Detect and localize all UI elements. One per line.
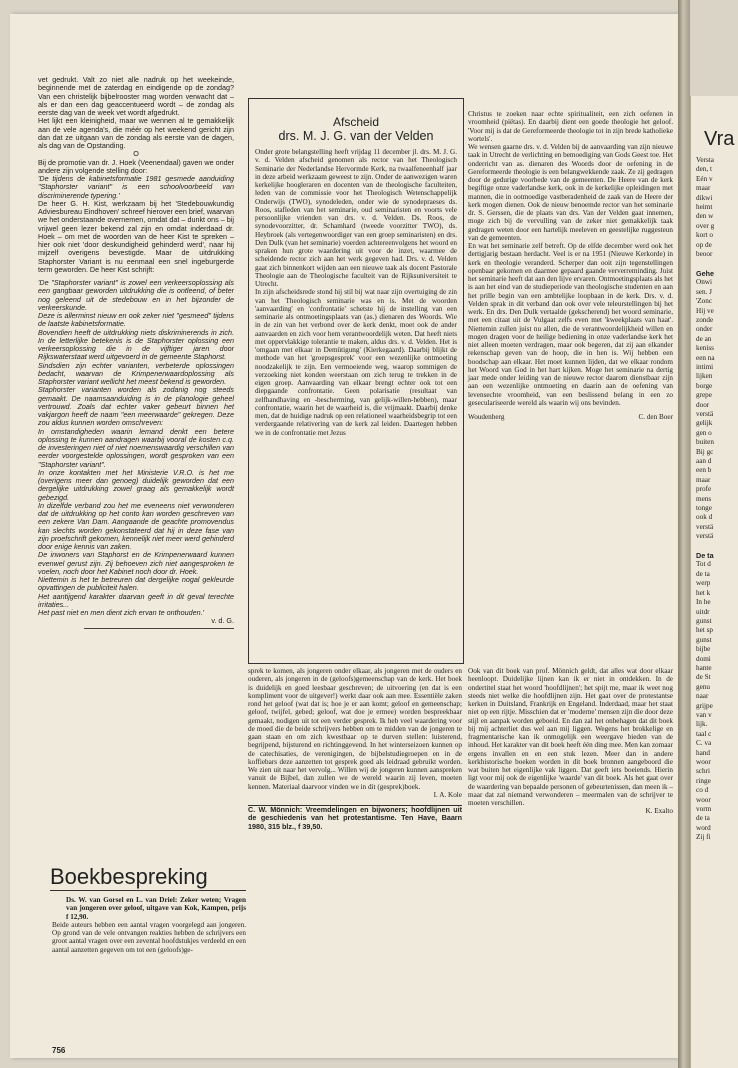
edge-line: In he	[696, 598, 711, 607]
edge-line: verstä	[696, 409, 714, 418]
edge-line: Versta	[696, 156, 714, 164]
paragraph: Ook van dit boek van prof. Mönnich geldt, dat alles wat door elkaar heenloopt. Duidelijke lijnen kan ik er niet in ontdekken. In de ondertitel staat het woord 'hoofdlijnen'; het spijt me, maar ik weet nog steeds niet welke die hoofdlijnen zijn. Het gaat over de protestantse kerken in Duitsland, Frankrijk en Engeland. Inderdaad, maar het staat niet op een rijtje. Misschien dat er 'moderne' mensen zijn die door deze stijl en aanpak worden geboeid. En dan zal het onbehagen dat dit boek bij mij achterliet dus wel aan mij liggen. Wegens het brokkelige en fragmentarische kan ik onmogelijk een weergave bieden van de inhoud. Het karakter van dit boek heeft één ding mee. Men kan zomaar ergens invallen en en een stuk lezen. Meer dan in andere kerkhistorische boeken worden in dit boek bronnen aangeboord die wat buiten het eigenlijke vak liggen. Dat geeft iets boeiends. Hierin ligt voor mij ook de eigenlijke 'waarde' van dit boek. Als het gaat over de waardering van bepaalde personen of gebeurtenissen, dan meen ik – maar dat zal niemand verwonderen – meermalen van de schrijver te moeten verschillen.	[468, 667, 673, 807]
edge-line: onder	[696, 325, 713, 334]
edge-gap	[696, 259, 715, 268]
quote-paragraph: Sindsdien zijn echter varianten, verbeterde oplossingen bedacht, waarvan de Krimpenerwaardoplossing als Staphorster variant wellicht het meest bekend is geworden.	[38, 360, 234, 386]
page-gutter	[678, 0, 690, 1068]
edge-line: woor	[696, 795, 711, 804]
edge-line: aan d	[696, 457, 712, 465]
edge-line: naar	[696, 692, 709, 701]
edge-line: de an	[696, 334, 712, 343]
paragraph: sprek te komen, als jongeren onder elkaar, als jongeren met de ouders en ouderen, als jongeren in de (geloofs)gemeenschap van de kerk. Het boek is duidelijk en goed leesbaar geschreven; de uitvoering (en dat is een kompliment voor de uitgever!) werkt daar ook aan mee. Essentiële zaken rond het geloof (wat dat is; hoe je er aan komt; geloof en gemeenschap; geloof, twijfel, gebed; geloof, wat doe je ermee) worden bespreekbaar gemaakt, nodigen uit tot een verder gesprek. Ik heb veel waardering voor de moed die de beide schrijvers hebben om te midden van de jongeren te gaan staan en om zich kwestbaar op te durven stellen: luisterend, begrijpend, bijsturend en richtinggevend. In het winterseizoen kunnen op de catechisaties, de verenigingen, de bijbelstudiegroepen en in de koffiebars deze aanzetten tot gesprek goed als leidraad gebruikt worden. We zien uit naar het vervolg... Willen wij de jongeren kunnen aanspreken vanuit de Bijbel, dan zullen we de wereld waarin zij leven, moeten kennen. Materiaal daarvoor vinden we in dit (gesprek)boek.	[248, 667, 462, 791]
edge-line: domi	[696, 654, 711, 663]
signature: C. den Boer	[638, 413, 673, 421]
edge-line: den w	[696, 212, 714, 221]
signature: I. A. Kole	[433, 790, 462, 799]
section-divider: O	[133, 149, 139, 159]
edge-line: de St	[696, 673, 711, 682]
edge-line: Onwi	[696, 278, 712, 287]
edge-line: genu	[696, 682, 710, 691]
quote-paragraph: De inwoners van Staphorst en de Krimpenerwaard kunnen evenwel gerust zijn. Zij behoeven zich niet aangesproken te voelen, noch door het Kabinet noch door dr. Hoek.	[38, 550, 234, 576]
edge-line: dikwi	[696, 193, 713, 202]
edge-line: lijken	[696, 372, 713, 381]
edge-line: mens	[696, 494, 712, 503]
quote-paragraph: In omstandigheden waarin lemand denkt een betere oplossing te kunnen aandragen waarbij vooral de kosten c.q. de investeringen niet of niet noemenswaardig verschillen van eerder voorgestelde oplossingen, wordt gesproken van een "Staphorster variant".	[38, 426, 234, 469]
edge-line: Zij fi	[696, 833, 711, 842]
edge-line: den, t	[696, 165, 712, 174]
paragraph: Bij de promotie van dr. J. Hoek (Veenendaal) gaven we onder andere zijn volgende stelling door:	[38, 157, 234, 175]
edge-subheading: Gehe	[696, 268, 714, 278]
edge-line: keniss	[696, 344, 714, 353]
quote-paragraph: Bovendien heeft de uitdrukking niets diskriminerends in zich. In de letterlijke betekenis is de Staphorster oplossing een verkeersoplossing die in de vijftiger jaren door Rijkswaterstaat werd uitgevoerd in de gemeente Staphorst.	[38, 327, 234, 362]
edge-line: Bij gc	[696, 447, 714, 456]
edge-line: beoor	[696, 250, 713, 259]
page-number: 756	[52, 1046, 66, 1055]
edge-line: lijk.	[696, 720, 708, 729]
signature: v. d. G.	[211, 616, 234, 626]
edge-line: werp	[696, 579, 711, 588]
edge-line: van v	[696, 710, 712, 719]
next-page-text	[696, 156, 715, 843]
edge-line: gelijk	[696, 419, 713, 428]
edge-line: co d	[696, 786, 709, 795]
magazine-page	[10, 14, 678, 1058]
divider-rule	[84, 628, 234, 629]
signature-row	[468, 413, 673, 421]
edge-line: schri	[696, 767, 710, 776]
edge-line: hand	[696, 748, 710, 757]
edge-line: taal c	[696, 729, 712, 738]
next-page-heading: Vra	[704, 128, 735, 150]
edge-gap	[696, 542, 715, 551]
edge-line: grijpe	[696, 701, 713, 710]
paragraph: We wensen gaarne drs. v. d. Velden bij de aanvaarding van zijn nieuwe taak in Utrecht de verlichting en bemoediging van Gods Geest toe. Het onderricht van as. dienaren des Woords door de oefening in de Gereformeerde theologie is een belangwekkende zaak. Ze zij gedragen door de gedurige voorbede van de gemeenten. De Heere van de kerk begiftige onze vaderlandse kerk, ook in de kerkelijke opleidingen met mannen, die in ootmoedige vastberadenheid de zaak van de Heere der kerk mogen dienen. Ook de nieuw benoemde rector van het seminarie dr. S. Gerssen, die de plaats van drs. Van der Velden gaat innemen, moge zich bij de vervulling van de zeker niet gemakkelijk taak gedragen weten door een hartelijk meeleven en geestelijke ruggesteun van de gemeenten.	[468, 143, 673, 242]
quote-paragraph: Het past niet en men dient zich ervan te onthouden.'	[38, 608, 204, 617]
paragraph: De heer G. H. Kist, werkzaam bij het 'Stedebouwkundig Adviesbureau Eindhoven' schreef hierover een brief, waarvan we het onderstaande overnemen, omdat dat – dunkt ons – bij vrijwel geen lezer bekend zal zijn en omdat inderdaad dr. Hoek – om met de woorden van de heer Kist te spreken – hier ook niet 'door deskundigheid gehinderd werd', naar hij mijzelf overigens bevestigde. Maar de uitdrukking Staphorster Variant is nu eenmaal een snel ingeburgerde term geworden. De heer Kist schrijft:	[38, 198, 234, 274]
edge-line: ook d	[696, 513, 713, 522]
edge-line: de ta	[696, 814, 710, 823]
edge-line: uitdr	[696, 607, 710, 616]
edge-line: vorm	[696, 805, 712, 814]
edge-line: buiten	[696, 438, 714, 447]
edge-line: borge	[696, 381, 713, 390]
edge-line: 'Zonc	[696, 297, 713, 306]
edge-line: C. va	[696, 739, 712, 748]
edge-line: intimi	[696, 362, 714, 371]
quote-paragraph: Staphorster varianten worden als zodanig nog steeds gemaakt. De naamsaanduiding is in de planologie geheel vertrouwd. Zoals dat echter vaker gebeurt binnen het vakjargon heeft de naam "een meerwaarde" gekregen. Deze zou aldus kunnen worden omschreven:	[38, 385, 234, 428]
edge-line: sen. J	[696, 287, 712, 296]
book-title: C. W. Mönnich: Vreemdelingen en bijwoners; hoofdlijnen uit de geschiedenis van het protestantisme. Ten Have, Baarn 1980, 315 blz., f 39,50.	[248, 805, 462, 831]
edge-line: gen o	[696, 428, 712, 437]
paragraph: Onder grote belangstelling heeft vrijdag 11 december jl. drs. M. J. G. v. d. Velden afscheid genomen als rector van het Theologisch Seminarie der Nederlandse Hervormde Kerk, na twaalfeneenhalf jaar in deze arbeid werkzaam geweest te zijn. Onder de aanwezigen waren kerkelijke hoogleraren en docenten van de theologische faculteiten, leden van de commissie voor het Theologisch Wetenschappelijk Onderwijs (TWO), synodeleden, onder wie de synodepraeses ds. Roos, stafleden van het seminarie, oud seminaristen en voorts vele persoonlijke vrienden van drs. v. d. Velden. Ds. Roos, de synodevoorzitter, dr. Schamhard (tweede voorzitter TWO), ds. Heybroek (als vertegenwoordiger van een groep seminaristen) en drs. Den Dulk (van het seminarie) voerden achtereenvolgens het woord en spraken hun grote waardering uit voor de inzet, waarmee de scheidende rector zich aan het werk gegeven had. Drs. v. d. Velden gaat zich binnenkort wijden aan een nieuwe taak als docent Pastorale Theologie aan de Theologische faculteit van de Rijksuniversiteit te Utrecht.	[255, 148, 457, 288]
edge-line: maar	[696, 475, 711, 484]
review-column-right	[468, 667, 673, 816]
article-subtitle: drs. M. J. G. van der Velden	[278, 129, 434, 143]
quote-paragraph: In dizelfde verband zou het me eveneens niet verwonderen dat de uitdrukking op het conto kan worden geschreven van een zekere Van Dam. Aangaande de geachte promovendus kan slechts worden gekonstateerd dat hij in deze fase van zijn proefschrift gekomen, kennelijk niet meer werd gehinderd door enige kennis van zaken.	[38, 500, 234, 551]
divider-rule	[50, 890, 246, 891]
quote-paragraph: Deze is allerminst nieuw en ook zeker niet "gesmeed" tijdens de laatste kabinetsformatie.	[38, 311, 234, 329]
edge-line: profe	[696, 485, 712, 494]
edge-line: maar	[696, 184, 711, 193]
edge-line: Eén v	[696, 174, 713, 183]
edge-line: op de	[696, 240, 712, 249]
edge-line: tonge	[696, 504, 712, 513]
column-left	[38, 76, 234, 629]
edge-line: verstä	[696, 522, 714, 531]
edge-line: grepe	[696, 391, 712, 400]
quote-paragraph: In onze kontakten met het Ministerie V.R.O. is het me (overigens meer dan genoeg) duidelijk geworden dat een dergelijke uitdrukking zowel graag als gemakkelijk wordt gebezigd.	[38, 467, 234, 502]
edge-line: Hij ve	[696, 306, 714, 315]
article-title: Afscheid	[332, 115, 380, 129]
quote-paragraph: Niettemin is het te betreuren dat dergelijke nogal gekleurde opvattingen de publiciteit halen.	[38, 575, 234, 593]
edge-line: verstä	[696, 532, 714, 541]
edge-line: zonde	[696, 315, 714, 324]
edge-line: heimt	[696, 203, 713, 212]
quote-paragraph: Het aantijgend karakter daarvan geeft in dit geval terechte irritaties...	[38, 591, 234, 609]
edge-line: een na	[696, 353, 715, 362]
quote-paragraph: 'De "Staphorster variant" is zowel een verkeersoplossing als een gangbaar geworden uitdrukking die is ontleend, of beter nog geleend uit de stedebouw en in het bijzonder de verkeerskunde.	[38, 278, 234, 312]
edge-line: ringe	[696, 776, 711, 785]
edge-line: bijbe	[696, 645, 711, 654]
edge-line: hante	[696, 663, 712, 672]
edge-line: de ta	[696, 569, 710, 578]
edge-subheading: De ta	[696, 551, 714, 561]
edge-line: het k	[696, 588, 711, 597]
review-column-left	[52, 896, 246, 954]
quoted-thesis: 'De tijdens de kabinetsformatie 1981 gesmede aanduiding "Staphorster variant" is een schoolvoorbeeld van discriminerende typering.'	[38, 174, 234, 200]
edge-line: gunst	[696, 616, 712, 625]
edge-line: Tot d	[696, 560, 711, 569]
article-body	[249, 148, 463, 437]
signature-place: Woudenberg	[468, 413, 505, 421]
edge-line: een b	[696, 466, 712, 475]
article-box-afscheid	[248, 98, 464, 664]
paragraph: In zijn afscheidsrede stond hij stil bij wat naar zijn overtuiging de zin van het Theologisch seminarie was en is. Met de woorden 'aanvaarding' en 'confrontatie' schetste hij de instelling van een seminarie als ontmoetingsplaats van (as.) dienaren des Woords. Wie in de zin van het verbond over de kerk denkt, moet ook de ander aanvaarden en zich voor hem verantwoordelijk weten. Dat heeft niets met oppervlakkige tolerantie te maken, aldus drs. v. d. Velden. Het is 'omgaan met elkaar in Demütigung' (Kierkegaard). Daarbij blijkt de methode van het 'groepsgesprek' voor een wezenlijke ontmoeting noodzakelijk te zijn. Een vermoeiende weg, waarop sommigen de verzoeking niet konden weerstaan om zich terug te trekken in de eigen groep. Aanvaarding van elkaar brengt echter ook tot een diepgaande confrontatie. Geen polarisatie (resultaat van zelfhandhaving en -bescherming, van gelijk-willen-hebben), maar confrontatie, waarin het de waarheid is, die vrijmaakt. Daarbij denke men, dat de huidige nadruk op een relationeel waarheidsbegrip tot een verdergaande relativering van de kerk zal leiden. Daartegen hebben we in de confrontatie met Jezus	[255, 288, 457, 437]
edge-line: woor	[696, 758, 711, 766]
edge-line: gunst	[696, 635, 712, 644]
paragraph: vet gedrukt. Valt zo niet alle nadruk op het weekeinde, beginnende met de zaterdag en eindigende op de zondag? Van een christelijk bijbelrooster mag worden verwacht dat – als er dan een dag geaccentueerd wordt – de zondag als eerste dag van de week vet wordt afgedrukt.	[38, 75, 234, 117]
edge-line: over g	[696, 221, 715, 230]
edge-line: kort o	[696, 231, 713, 240]
edge-line: het sp	[696, 626, 713, 635]
paragraph: Beide auteurs hebben een aantal vragen voorgelegd aan jongeren. Op grond van de vele ontvangen reakties hebben de schrijvers een groot aantal vragen over een zevental hoofdstukjes verdeeld en een aantal aanzetten gegeven om tot een (geloofs)ge-	[52, 920, 246, 954]
edge-line: word	[696, 823, 711, 832]
signature: K. Exalto	[645, 807, 673, 816]
column-right-top	[468, 110, 673, 421]
paragraph: Christus te zoeken naar echte spiritualiteit, een zich oefenen in vroomheid (piëtas). En daarbij dient een goede theologie het geloof. 'Voor mij is dat de Gereformeerde theologie tot in zijn brede katholieke wortels'.	[468, 110, 673, 143]
paragraph: En wat het seminarie zelf betreft. Op de elfde december werd ook het dertigjarig bestaan herdacht. Veel is er na 1951 (Nieuwe Kerkorde) in kerk en theologie veranderd. Scherper dan ooit zijn tegenstellingen openbaar gekomen en daarmee gepaard gaande ververreminding. Juist het seminarie heeft dat aan den lijve ervaren. Ontmoetingsplaats als het is aan het eind van de studieperiode van theologische studenten en aan het prille begin van een ambtelijke loopbaan in de kerk. Drs. v. d. Velden sprak in dit verband dan ook over vele teleurstellingen bij het werk. En drs. Den Dulk vertaalde (gekscherend) het woord seminarie, met een citaat uit de Vulgaat zelfs even met 'kweekplaats van haat'. Niettemin zullen juist nu allen, die de verantwoordelijkheid willen en mogen dragen voor de heilige bediening in onze vaderlandse kerk het niet alleen moeten verdragen, maar ook begeren, dat zij aan elkander rekenschap geven van de hoop, die in hen is. Wij hebben een boodschap aan elkaar. Het moet kunnen lijden, dat we elkaar rondom het Woord van God in het hart kijken. Moge het seminarie na dertig jaar mede onder leiding van de nieuwe rector daarom dienstbaar zijn aan een wezenlijke ontmoeting en daarin aan de oefening van levensechte vroomheid, van een beslissend belang in een zo geseculariseerde wereld als waarin wij ons bevinden.	[468, 242, 673, 407]
edge-line: door	[696, 400, 710, 409]
book-title: Ds. W. van Gorsel en L. van Driel: Zeker weten; Vragen van jongeren over geloof, uitgave van Kok, Kampen, prijs f 12,90.	[66, 896, 246, 921]
paragraph: Het lijkt een kleinigheid, maar we wennen al te gemakkelijk aan de vele agenda's, die méér op het weekend gericht zijn dan dat ze uitgaan van de zondag als eerste van de dagen, als dag van de Opstanding.	[38, 116, 234, 150]
review-column-middle	[248, 667, 462, 831]
section-heading-boekbespreking: Boekbespreking	[50, 864, 208, 889]
